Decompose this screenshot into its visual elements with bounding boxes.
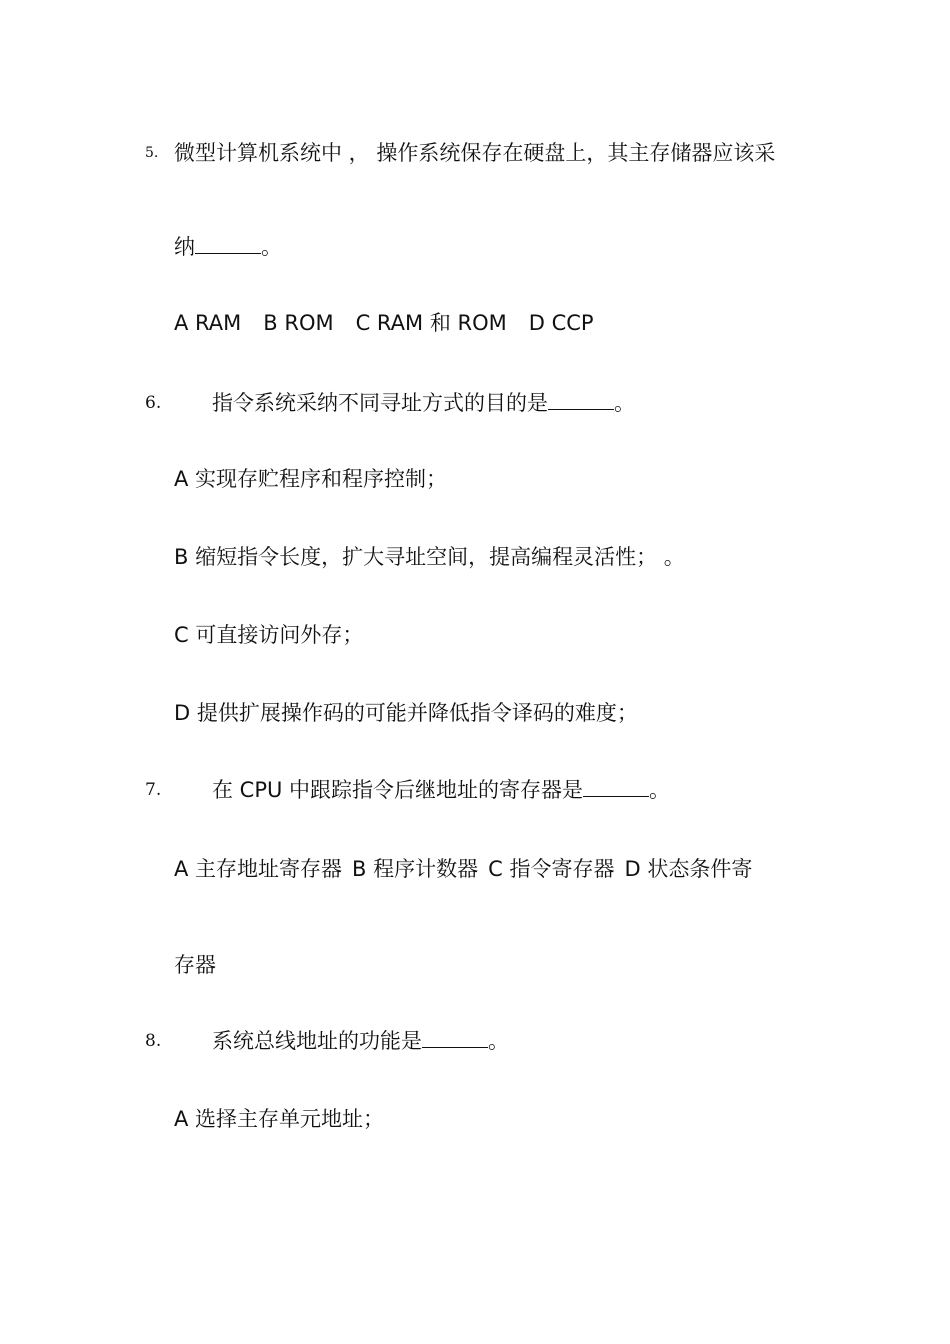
option-d-continued: 存器 (174, 953, 216, 977)
answer-blank (583, 776, 649, 797)
option-c: C 指令寄存器 (488, 857, 615, 881)
question-stem (174, 139, 775, 167)
question-number: 6. (145, 393, 162, 413)
question-stem-end: 。 (649, 778, 671, 802)
question-stem (212, 776, 670, 804)
answer-blank (548, 389, 614, 410)
answer-blank (195, 233, 261, 254)
question-stem-continued (174, 233, 282, 261)
question-stem-end: 。 (261, 235, 282, 259)
option-b: B 缩短指令长度，扩大寻址空间，提高编程灵活性； 。 (174, 545, 685, 569)
question-stem-text: 指令系统采纳不同寻址方式的目的是 (212, 391, 548, 415)
option-row (174, 309, 594, 337)
question-stem-end: 。 (614, 391, 635, 415)
question-stem-end: 。 (488, 1029, 509, 1053)
question-stem (212, 1027, 509, 1055)
option-c: C RAM 和 ROM (355, 311, 507, 335)
option-row (174, 855, 752, 883)
option-a: A RAM (174, 311, 242, 335)
question-stem-text: 系统总线地址的功能是 (212, 1029, 422, 1053)
option-c: C 可直接访问外存； (174, 623, 364, 647)
answer-blank (422, 1027, 488, 1048)
question-stem-text: 在 CPU 中跟踪指令后继地址的寄存器是 (212, 778, 584, 802)
option-b: B 程序计数器 (352, 857, 479, 881)
question-stem-text: 微型计算机系统中 ， 操作系统保存在硬盘上，其主存储器应该采 (174, 141, 776, 165)
question-number: 8. (145, 1031, 162, 1051)
question-stem (212, 389, 635, 417)
question-stem-text: 纳 (174, 235, 195, 259)
option-d: D 状态条件寄 (624, 857, 753, 881)
option-a: A 主存地址寄存器 (174, 857, 343, 881)
question-number: 7. (145, 780, 162, 800)
option-d: D 提供扩展操作码的可能并降低指令译码的难度； (174, 701, 638, 725)
question-number: 5. (145, 145, 159, 161)
option-a: A 选择主存单元地址； (174, 1107, 385, 1131)
option-a: A 实现存贮程序和程序控制； (174, 467, 448, 491)
option-b: B ROM (263, 311, 334, 335)
option-d: D CCP (528, 311, 594, 335)
